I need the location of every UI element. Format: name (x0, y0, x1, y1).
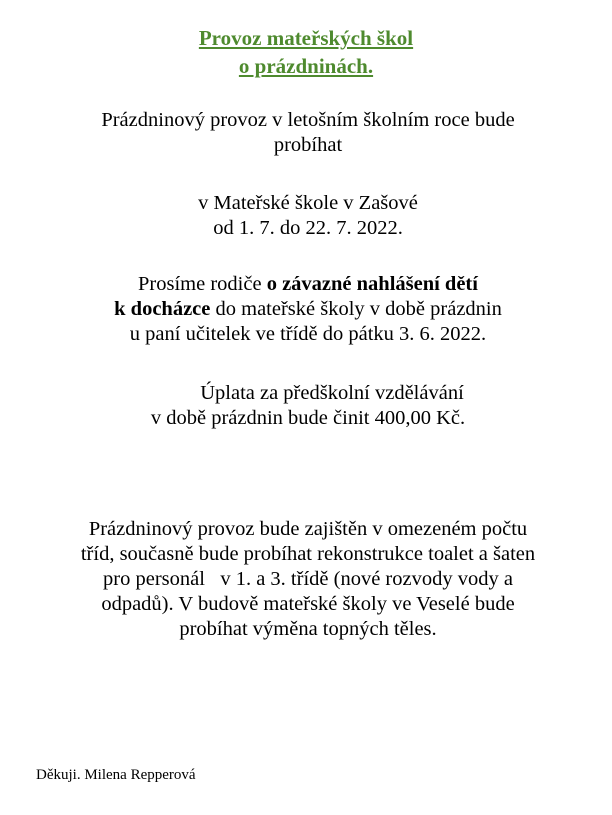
fee-paragraph (30, 381, 586, 431)
intro-line-1: Prázdninový provoz v letošním školním roce bude (101, 109, 515, 131)
request-line-1 (30, 272, 586, 297)
notice-line-5: probíhat výměna topných těles. (179, 618, 437, 640)
request-line-3: u paní učitelek ve třídě do pátku 3. 6. 2022. (129, 323, 487, 345)
notice-line-3: pro personál v 1. a 3. třídě (nové rozvody vody a (103, 568, 513, 590)
signature: Děkuji. Milena Repperová (36, 767, 196, 783)
request-paragraph (30, 272, 586, 347)
fee-line-2: v době prázdnin bude činit 400,00 Kč. (150, 407, 466, 429)
notice-line-2: tříd, současně bude probíhat rekonstrukce toalet a šaten (80, 543, 536, 565)
fee-line-1: Úplata za předškolní vzdělávání (200, 382, 464, 404)
request-bold-1: o závazné nahlášení dětí (266, 273, 478, 295)
document-title (0, 24, 612, 80)
request-text-2: do mateřské školy v době prázdnin (210, 298, 502, 320)
title-line-2: o prázdninách. (238, 54, 374, 78)
location-line-1: v Mateřské škole v Zašové (198, 192, 418, 214)
intro-paragraph (30, 108, 586, 158)
location-paragraph (30, 191, 586, 241)
request-bold-2: k docházce (114, 298, 211, 320)
notice-line-4: odpadů). V budově mateřské školy ve Veselé bude (101, 593, 515, 615)
notice-line-1: Prázdninový provoz bude zajištěn v omezeném počtu (88, 518, 528, 540)
request-line-2 (30, 297, 586, 322)
intro-line-2: probíhat (273, 134, 343, 156)
request-text-1: Prosíme rodiče (138, 273, 267, 295)
title-line-1: Provoz mateřských škol (198, 26, 414, 50)
notice-paragraph (30, 517, 586, 642)
location-line-2: od 1. 7. do 22. 7. 2022. (213, 217, 403, 239)
